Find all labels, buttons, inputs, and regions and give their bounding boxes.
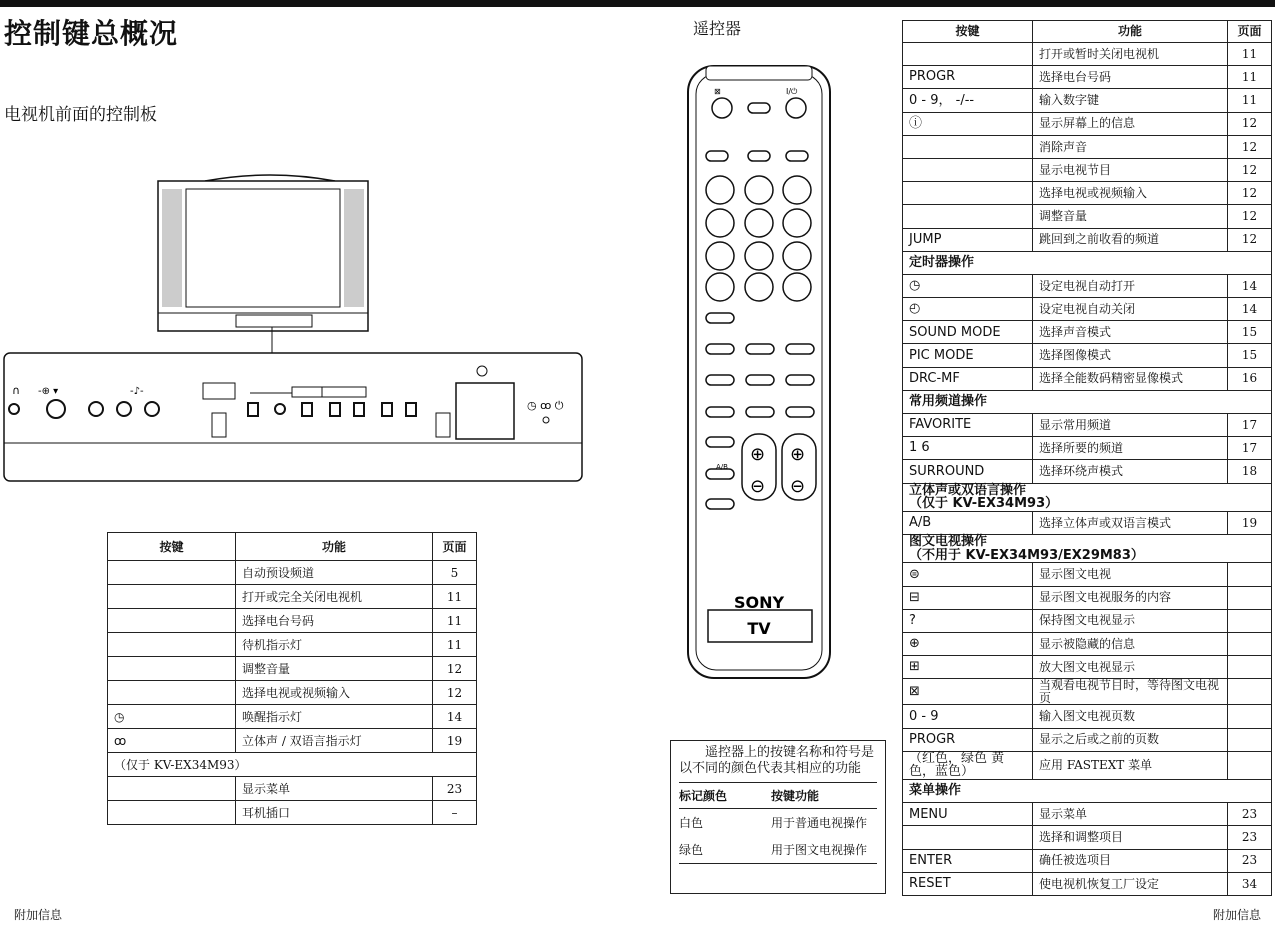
section-title	[903, 780, 1272, 803]
page-cell: 14	[1228, 274, 1272, 297]
table-row	[108, 729, 477, 753]
color-legend-box	[670, 740, 886, 894]
table-row	[108, 681, 477, 705]
key-cell: RESET	[903, 872, 1033, 895]
page-cell: 12	[1228, 182, 1272, 205]
key-cell	[108, 585, 236, 609]
section-subtitle: （仅于 KV-EX34M93）	[909, 496, 1059, 512]
function-cell: 显示被隐藏的信息	[1033, 632, 1228, 655]
legend-function: 用于普通电视操作	[771, 815, 868, 830]
page-cell: 5	[433, 561, 477, 585]
legend-col-color: 标记颜色	[679, 788, 728, 803]
key-cell: ◷	[903, 274, 1033, 297]
table-row	[903, 437, 1272, 460]
function-cell: 自动预设频道	[236, 561, 433, 585]
function-cell: 应用 FASTEXT 菜单	[1033, 751, 1228, 779]
function-cell: 打开或暂时关闭电视机	[1033, 43, 1228, 66]
table-row	[903, 511, 1272, 534]
section-subtitle: （不用于 KV-EX34M93/EX29M83）	[909, 547, 1144, 563]
function-cell: 选择电视或视频输入	[1033, 182, 1228, 205]
page-cell	[1228, 728, 1272, 751]
section-row	[903, 390, 1272, 413]
legend-header	[679, 782, 877, 809]
page-cell	[1228, 656, 1272, 679]
function-cell: 保持图文电视显示	[1033, 609, 1228, 632]
svg-text:-♪-: -♪-	[130, 386, 144, 397]
key-cell: SOUND MODE	[903, 321, 1033, 344]
table-row	[903, 228, 1272, 251]
function-cell: 确任被选项目	[1033, 849, 1228, 872]
function-cell: 设定电视自动关闭	[1033, 298, 1228, 321]
page-cell: 23	[1228, 849, 1272, 872]
key-cell: MENU	[903, 803, 1033, 826]
function-cell: 选择环绕声模式	[1033, 460, 1228, 483]
table-row	[903, 826, 1272, 849]
key-cell: ?	[903, 609, 1033, 632]
function-cell: 显示常用频道	[1033, 414, 1228, 437]
key-cell	[108, 801, 236, 825]
page-cell	[1228, 751, 1272, 779]
function-cell: 调整音量	[236, 657, 433, 681]
function-cell: 输入图文电视页数	[1033, 705, 1228, 728]
function-cell: 显示之后或之前的页数	[1033, 728, 1228, 751]
key-cell: 0 - 9	[903, 705, 1033, 728]
svg-text:⊖: ⊖	[790, 476, 806, 497]
function-cell: 显示图文电视	[1033, 563, 1228, 586]
legend-row	[679, 809, 877, 836]
table-row	[903, 656, 1272, 679]
key-cell	[108, 681, 236, 705]
key-cell	[903, 43, 1033, 66]
table-row	[903, 274, 1272, 297]
col-page: 页面	[1228, 21, 1272, 43]
function-cell: 待机指示灯	[236, 633, 433, 657]
model-note: （仅于 KV-EX34M93）	[108, 753, 477, 777]
table-row	[108, 777, 477, 801]
key-cell	[108, 561, 236, 585]
key-cell: ꝏ	[108, 729, 236, 753]
section-label: 菜单操作	[909, 783, 962, 799]
remote-brand: SONY	[733, 593, 785, 612]
page-cell: 17	[1228, 414, 1272, 437]
svg-text:⊕: ⊕	[750, 444, 766, 465]
key-cell: ◴	[903, 298, 1033, 321]
remote-control-illustration	[686, 64, 836, 684]
page-cell: 11	[433, 585, 477, 609]
page-cell: 14	[1228, 298, 1272, 321]
key-cell: ⊟	[903, 586, 1033, 609]
key-cell: ◷	[108, 705, 236, 729]
page-cell: 12	[1228, 112, 1272, 135]
page-cell	[1228, 563, 1272, 586]
key-cell	[903, 205, 1033, 228]
function-cell: 调整音量	[1033, 205, 1228, 228]
section-row	[903, 780, 1272, 803]
section-row	[903, 535, 1272, 563]
page-cell	[1228, 586, 1272, 609]
function-cell: 选择电台号码	[1033, 66, 1228, 89]
key-cell	[903, 826, 1033, 849]
function-cell: 设定电视自动打开	[1033, 274, 1228, 297]
function-cell: 打开或完全关闭电视机	[236, 585, 433, 609]
page-cell: 23	[1228, 803, 1272, 826]
key-cell: ⊜	[903, 563, 1033, 586]
key-cell: ⊕	[903, 632, 1033, 655]
function-cell: 使电视机恢复工厂设定	[1033, 872, 1228, 895]
table-row	[903, 751, 1272, 779]
page-cell: 11	[433, 633, 477, 657]
footer-left: 附加信息	[14, 908, 63, 922]
function-cell: 选择所要的频道	[1033, 437, 1228, 460]
page-cell: 11	[433, 609, 477, 633]
col-function: 功能	[1033, 21, 1228, 43]
page-cell: 19	[433, 729, 477, 753]
key-cell: 0 - 9， -/--	[903, 89, 1033, 112]
table-row	[903, 803, 1272, 826]
page-cell: 11	[1228, 43, 1272, 66]
function-cell: 输入数字键	[1033, 89, 1228, 112]
section-row	[903, 251, 1272, 274]
table-row-note	[108, 753, 477, 777]
table-row	[903, 344, 1272, 367]
table-row	[903, 460, 1272, 483]
page-title: 控制键总概况	[4, 17, 179, 50]
legend-col-function: 按键功能	[771, 788, 820, 803]
key-cell: PROGR	[903, 728, 1033, 751]
table-row	[903, 728, 1272, 751]
svg-text:◷ ꝏ ⏻: ◷ ꝏ ⏻	[527, 399, 564, 412]
page-cell: 15	[1228, 344, 1272, 367]
page-cell: 12	[1228, 228, 1272, 251]
function-cell: 显示电视节目	[1033, 158, 1228, 181]
function-cell: 显示菜单	[1033, 803, 1228, 826]
function-cell: 显示菜单	[236, 777, 433, 801]
table-row	[903, 563, 1272, 586]
page-cell: 16	[1228, 367, 1272, 390]
function-cell: 耳机插口	[236, 801, 433, 825]
svg-text:⊠: ⊠	[714, 87, 721, 96]
section-title	[903, 535, 1272, 563]
table-row	[903, 849, 1272, 872]
table-row	[903, 298, 1272, 321]
table-row	[108, 561, 477, 585]
function-cell: 选择图像模式	[1033, 344, 1228, 367]
front-panel-heading: 电视机前面的控制板	[4, 105, 157, 125]
page-cell: 34	[1228, 872, 1272, 895]
key-cell: PROGR	[903, 66, 1033, 89]
page-cell	[1228, 679, 1272, 705]
page-cell: 14	[433, 705, 477, 729]
function-cell: 消除声音	[1033, 135, 1228, 158]
legend-color: 绿色	[679, 842, 704, 857]
legend-color: 白色	[679, 815, 704, 830]
section-label: 图文电视操作	[909, 534, 988, 550]
table-row	[903, 609, 1272, 632]
function-cell: 选择立体声或双语言模式	[1033, 511, 1228, 534]
page-cell: 17	[1228, 437, 1272, 460]
legend-text: 遥控器上的按键名称和符号是以不同的颜色代表其相应的功能	[679, 745, 875, 777]
key-cell	[108, 657, 236, 681]
key-cell	[903, 158, 1033, 181]
svg-text:⊖: ⊖	[750, 476, 766, 497]
section-row	[903, 483, 1272, 511]
svg-text:A/B: A/B	[716, 463, 728, 471]
table-row	[108, 609, 477, 633]
svg-text:∩: ∩	[12, 384, 21, 397]
key-cell	[108, 633, 236, 657]
key-cell	[903, 182, 1033, 205]
function-cell: 选择电视或视频输入	[236, 681, 433, 705]
table-row	[903, 414, 1272, 437]
legend-function: 用于图文电视操作	[771, 842, 868, 857]
page-cell: 12	[1228, 205, 1272, 228]
table-row	[903, 321, 1272, 344]
function-cell: 唤醒指示灯	[236, 705, 433, 729]
page-cell: 12	[433, 657, 477, 681]
table-row	[903, 872, 1272, 895]
key-cell: ENTER	[903, 849, 1033, 872]
section-label: 立体声或双语言操作	[909, 482, 1027, 498]
page-cell: 15	[1228, 321, 1272, 344]
key-cell: PIC MODE	[903, 344, 1033, 367]
table-row	[903, 89, 1272, 112]
legend-row	[679, 836, 877, 864]
page-cell	[1228, 609, 1272, 632]
section-title	[903, 390, 1272, 413]
function-cell: 选择电台号码	[236, 609, 433, 633]
function-cell: 选择全能数码精密显像模式	[1033, 367, 1228, 390]
remote-model-label: TV	[747, 619, 771, 638]
footer-right: 附加信息	[1212, 908, 1261, 922]
function-cell: 选择和调整项目	[1033, 826, 1228, 849]
key-cell	[903, 135, 1033, 158]
key-cell: A/B	[903, 511, 1033, 534]
function-cell: 放大图文电视显示	[1033, 656, 1228, 679]
table-row	[108, 585, 477, 609]
tv-front-illustration	[0, 165, 590, 485]
col-function: 功能	[236, 533, 433, 561]
table-row	[903, 679, 1272, 705]
front-controls-table	[107, 532, 477, 825]
col-key: 按键	[903, 21, 1033, 43]
table-row	[903, 205, 1272, 228]
key-cell: JUMP	[903, 228, 1033, 251]
table-row	[903, 182, 1272, 205]
col-key: 按键	[108, 533, 236, 561]
page-cell: 11	[1228, 89, 1272, 112]
section-title	[903, 251, 1272, 274]
remote-heading: 遥控器	[693, 19, 742, 38]
key-cell	[108, 777, 236, 801]
table-row	[108, 801, 477, 825]
function-cell: 显示屏幕上的信息	[1033, 112, 1228, 135]
table-row	[903, 112, 1272, 135]
page-cell: 18	[1228, 460, 1272, 483]
table-row	[903, 586, 1272, 609]
table-row	[903, 135, 1272, 158]
key-cell: ⊠	[903, 679, 1033, 705]
key-cell: DRC-MF	[903, 367, 1033, 390]
function-cell: 当观看电视节目时，等待图文电视页	[1033, 679, 1228, 705]
section-label: 定时器操作	[909, 254, 975, 270]
col-page: 页面	[433, 533, 477, 561]
page-cell	[1228, 705, 1272, 728]
key-cell: ⊞	[903, 656, 1033, 679]
table-row	[903, 705, 1272, 728]
page-cell: 12	[433, 681, 477, 705]
page-cell: 23	[433, 777, 477, 801]
table-row	[903, 66, 1272, 89]
key-cell: FAVORITE	[903, 414, 1033, 437]
svg-text:-⊕ ▾: -⊕ ▾	[38, 386, 59, 397]
function-cell: 立体声 / 双语言指示灯	[236, 729, 433, 753]
table-row	[108, 633, 477, 657]
top-rule	[0, 0, 1275, 7]
svg-text:⊕: ⊕	[790, 444, 806, 465]
svg-text:I/⏻: I/⏻	[786, 87, 798, 96]
remote-controls-table	[902, 20, 1272, 896]
page-cell: 23	[1228, 826, 1272, 849]
function-cell: 显示图文电视服务的内容	[1033, 586, 1228, 609]
table-row	[903, 158, 1272, 181]
function-cell: 选择声音模式	[1033, 321, 1228, 344]
key-cell	[108, 609, 236, 633]
table-row	[903, 43, 1272, 66]
key-cell: （红色，绿色 黄色，蓝色）	[903, 751, 1033, 779]
section-label: 常用频道操作	[909, 394, 988, 410]
section-title	[903, 483, 1272, 511]
table-row	[903, 367, 1272, 390]
table-row	[903, 632, 1272, 655]
function-cell: 跳回到之前收看的频道	[1033, 228, 1228, 251]
key-cell: 1 6	[903, 437, 1033, 460]
page-cell: 19	[1228, 511, 1272, 534]
page-cell: 12	[1228, 158, 1272, 181]
page-cell: 12	[1228, 135, 1272, 158]
key-cell: ⓘ	[903, 112, 1033, 135]
page-cell: 11	[1228, 66, 1272, 89]
page-cell	[1228, 632, 1272, 655]
table-row	[108, 657, 477, 681]
key-cell: SURROUND	[903, 460, 1033, 483]
table-row	[108, 705, 477, 729]
page-cell: –	[433, 801, 477, 825]
